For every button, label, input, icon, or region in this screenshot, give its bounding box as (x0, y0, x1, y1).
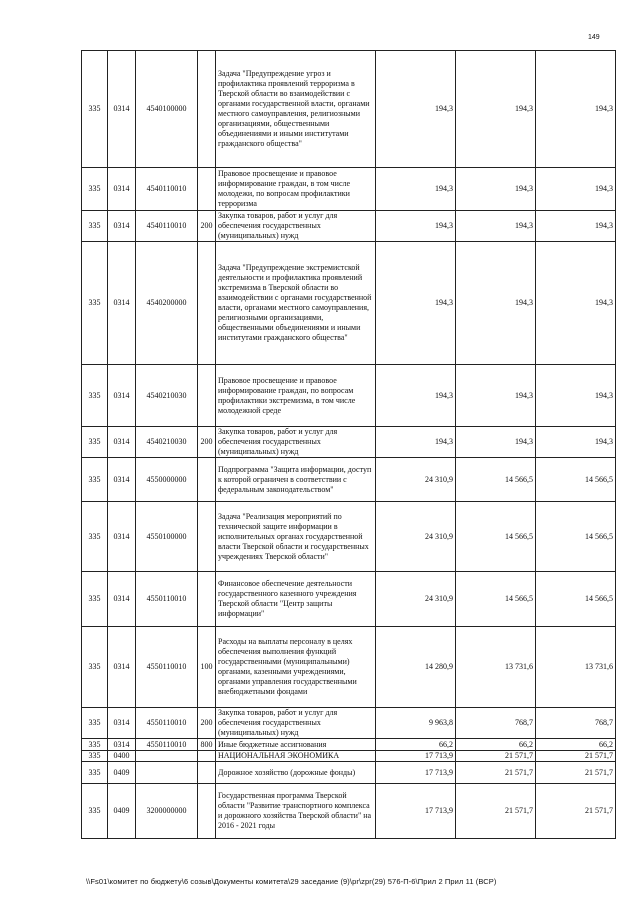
cell-expense-type (198, 572, 216, 627)
table-row (82, 365, 616, 427)
cell-item-name: Закупка товаров, работ и услуг для обеспечения государственных (муниципальных) нужд (216, 708, 376, 739)
cell-section-code: 0314 (108, 458, 136, 502)
cell-amount-1: 17 713,9 (376, 751, 456, 762)
cell-ministry-code: 335 (82, 458, 108, 502)
table-body (82, 51, 616, 839)
cell-item-name: Задача "Реализация мероприятий по технической защите информации в исполнительных органах государственной власти Тверской области и государственных учреждениях Тверской области" (216, 502, 376, 572)
table-row (82, 427, 616, 458)
cell-ministry-code: 335 (82, 627, 108, 708)
cell-target-code (136, 751, 198, 762)
cell-amount-3: 14 566,5 (536, 458, 616, 502)
cell-expense-type: 800 (198, 739, 216, 751)
cell-amount-1: 194,3 (376, 427, 456, 458)
cell-item-name: Задача "Предупреждение угроз и профилактика проявлений терроризма в Тверской области во взаимодействии с органами государственной власти, органами местного самоуправления, религиозными организациями, общественными объединениями и иными институтами гражданского общества" (216, 51, 376, 168)
cell-amount-3: 194,3 (536, 365, 616, 427)
cell-amount-2: 66,2 (456, 739, 536, 751)
cell-item-name: Правовое просвещение и правовое информирование граждан, в том числе молодежи, по вопросам профилактики терроризма (216, 168, 376, 211)
cell-ministry-code: 335 (82, 762, 108, 784)
cell-section-code: 0409 (108, 762, 136, 784)
page-number: 149 (588, 34, 600, 41)
cell-item-name: Дорожное хозяйство (дорожные фонды) (216, 762, 376, 784)
cell-ministry-code: 335 (82, 572, 108, 627)
cell-amount-3: 66,2 (536, 739, 616, 751)
cell-target-code: 4540210030 (136, 365, 198, 427)
table-row (82, 211, 616, 242)
cell-section-code: 0314 (108, 168, 136, 211)
cell-target-code: 4550110010 (136, 627, 198, 708)
table-row (82, 572, 616, 627)
cell-amount-3: 21 571,7 (536, 751, 616, 762)
cell-amount-2: 14 566,5 (456, 458, 536, 502)
cell-amount-3: 194,3 (536, 427, 616, 458)
cell-section-code: 0400 (108, 751, 136, 762)
cell-item-name: Правовое просвещение и правовое информирование граждан, по вопросам профилактики экстремизма, в том числе молодежной среде (216, 365, 376, 427)
table-row (82, 242, 616, 365)
cell-section-code: 0314 (108, 572, 136, 627)
cell-target-code: 4550100000 (136, 502, 198, 572)
table-row (82, 627, 616, 708)
budget-table (81, 50, 616, 839)
cell-amount-1: 17 713,9 (376, 762, 456, 784)
cell-amount-1: 17 713,9 (376, 784, 456, 839)
cell-amount-1: 194,3 (376, 51, 456, 168)
cell-amount-3: 194,3 (536, 211, 616, 242)
cell-expense-type: 200 (198, 427, 216, 458)
cell-amount-2: 13 731,6 (456, 627, 536, 708)
cell-amount-3: 768,7 (536, 708, 616, 739)
cell-expense-type (198, 51, 216, 168)
cell-expense-type (198, 365, 216, 427)
table-row (82, 708, 616, 739)
cell-ministry-code: 335 (82, 365, 108, 427)
cell-expense-type: 200 (198, 708, 216, 739)
cell-amount-2: 14 566,5 (456, 502, 536, 572)
cell-amount-2: 194,3 (456, 242, 536, 365)
cell-amount-3: 13 731,6 (536, 627, 616, 708)
cell-target-code: 4540100000 (136, 51, 198, 168)
cell-amount-3: 14 566,5 (536, 572, 616, 627)
cell-amount-2: 21 571,7 (456, 762, 536, 784)
cell-section-code: 0314 (108, 365, 136, 427)
cell-ministry-code: 335 (82, 708, 108, 739)
cell-amount-1: 24 310,9 (376, 502, 456, 572)
cell-ministry-code: 335 (82, 784, 108, 839)
cell-expense-type: 200 (198, 211, 216, 242)
table-row (82, 51, 616, 168)
cell-amount-1: 24 310,9 (376, 458, 456, 502)
cell-item-name: Закупка товаров, работ и услуг для обеспечения государственных (муниципальных) нужд (216, 211, 376, 242)
table-row (82, 168, 616, 211)
table-row (82, 739, 616, 751)
cell-section-code: 0314 (108, 502, 136, 572)
cell-item-name: Подпрограмма "Защита информации, доступ к которой ограничен в соответствии с федеральным законодательством" (216, 458, 376, 502)
cell-item-name: Финансовое обеспечение деятельности государственного казенного учреждения Тверской области "Центр защиты информации" (216, 572, 376, 627)
cell-item-name: Закупка товаров, работ и услуг для обеспечения государственных (муниципальных) нужд (216, 427, 376, 458)
cell-amount-3: 21 571,7 (536, 762, 616, 784)
cell-amount-2: 768,7 (456, 708, 536, 739)
cell-amount-3: 194,3 (536, 168, 616, 211)
cell-item-name: Расходы на выплаты персоналу в целях обеспечения выполнения функций государственными (муниципальными) органами, казенными учреждениями, органами управления государственными внебюджетными фондами (216, 627, 376, 708)
cell-section-code: 0314 (108, 427, 136, 458)
cell-amount-2: 14 566,5 (456, 572, 536, 627)
table-row (82, 502, 616, 572)
cell-target-code: 4540110010 (136, 211, 198, 242)
cell-expense-type (198, 502, 216, 572)
cell-target-code: 4540110010 (136, 168, 198, 211)
cell-amount-1: 24 310,9 (376, 572, 456, 627)
cell-target-code (136, 762, 198, 784)
cell-expense-type: 100 (198, 627, 216, 708)
table-row (82, 458, 616, 502)
cell-section-code: 0409 (108, 784, 136, 839)
cell-section-code: 0314 (108, 51, 136, 168)
cell-expense-type (198, 168, 216, 211)
cell-ministry-code: 335 (82, 502, 108, 572)
cell-amount-2: 21 571,7 (456, 751, 536, 762)
cell-ministry-code: 335 (82, 242, 108, 365)
cell-section-code: 0314 (108, 242, 136, 365)
cell-amount-2: 194,3 (456, 51, 536, 168)
cell-expense-type (198, 784, 216, 839)
cell-item-name: Задача "Предупреждение экстремистской деятельности и профилактика проявлений экстремизма в Тверской области во взаимодействии с органами государственной власти, органами местного самоуправления, религиозными организациями, общественными объединениями и иными институтами гражданского общества" (216, 242, 376, 365)
cell-amount-1: 14 280,9 (376, 627, 456, 708)
cell-ministry-code: 335 (82, 739, 108, 751)
cell-ministry-code: 335 (82, 427, 108, 458)
cell-ministry-code: 335 (82, 51, 108, 168)
cell-amount-1: 9 963,8 (376, 708, 456, 739)
cell-ministry-code: 335 (82, 211, 108, 242)
cell-target-code: 4550110010 (136, 739, 198, 751)
table-row (82, 784, 616, 839)
cell-target-code: 4540210030 (136, 427, 198, 458)
table-row (82, 762, 616, 784)
cell-amount-2: 194,3 (456, 427, 536, 458)
cell-amount-1: 66,2 (376, 739, 456, 751)
cell-expense-type (198, 762, 216, 784)
cell-amount-3: 21 571,7 (536, 784, 616, 839)
cell-amount-2: 21 571,7 (456, 784, 536, 839)
cell-amount-1: 194,3 (376, 211, 456, 242)
cell-amount-1: 194,3 (376, 242, 456, 365)
cell-amount-1: 194,3 (376, 168, 456, 211)
cell-amount-1: 194,3 (376, 365, 456, 427)
cell-ministry-code: 335 (82, 751, 108, 762)
cell-section-code: 0314 (108, 627, 136, 708)
cell-amount-2: 194,3 (456, 365, 536, 427)
footer-file-path: \\Fs01\комитет по бюджету\6 созыв\Документы комитета\29 заседание (9)\pr\zpr(29) 576-П-6\Прил 2 Прил 11 (ВСР) (86, 877, 497, 886)
cell-amount-2: 194,3 (456, 211, 536, 242)
cell-target-code: 3200000000 (136, 784, 198, 839)
cell-expense-type (198, 242, 216, 365)
cell-expense-type (198, 458, 216, 502)
cell-item-name: Государственная программа Тверской области "Развитие транспортного комплекса и дорожного хозяйства Тверской области" на 2016 - 2021 годы (216, 784, 376, 839)
cell-target-code: 4540200000 (136, 242, 198, 365)
cell-amount-3: 14 566,5 (536, 502, 616, 572)
cell-section-code: 0314 (108, 211, 136, 242)
cell-section-code: 0314 (108, 708, 136, 739)
cell-item-name: НАЦИОНАЛЬНАЯ ЭКОНОМИКА (216, 751, 376, 762)
cell-amount-3: 194,3 (536, 242, 616, 365)
cell-target-code: 4550110010 (136, 572, 198, 627)
cell-section-code: 0314 (108, 739, 136, 751)
table-row (82, 751, 616, 762)
cell-amount-3: 194,3 (536, 51, 616, 168)
cell-item-name: Иные бюджетные ассигнования (216, 739, 376, 751)
cell-target-code: 4550000000 (136, 458, 198, 502)
cell-expense-type (198, 751, 216, 762)
cell-target-code: 4550110010 (136, 708, 198, 739)
cell-ministry-code: 335 (82, 168, 108, 211)
cell-amount-2: 194,3 (456, 168, 536, 211)
